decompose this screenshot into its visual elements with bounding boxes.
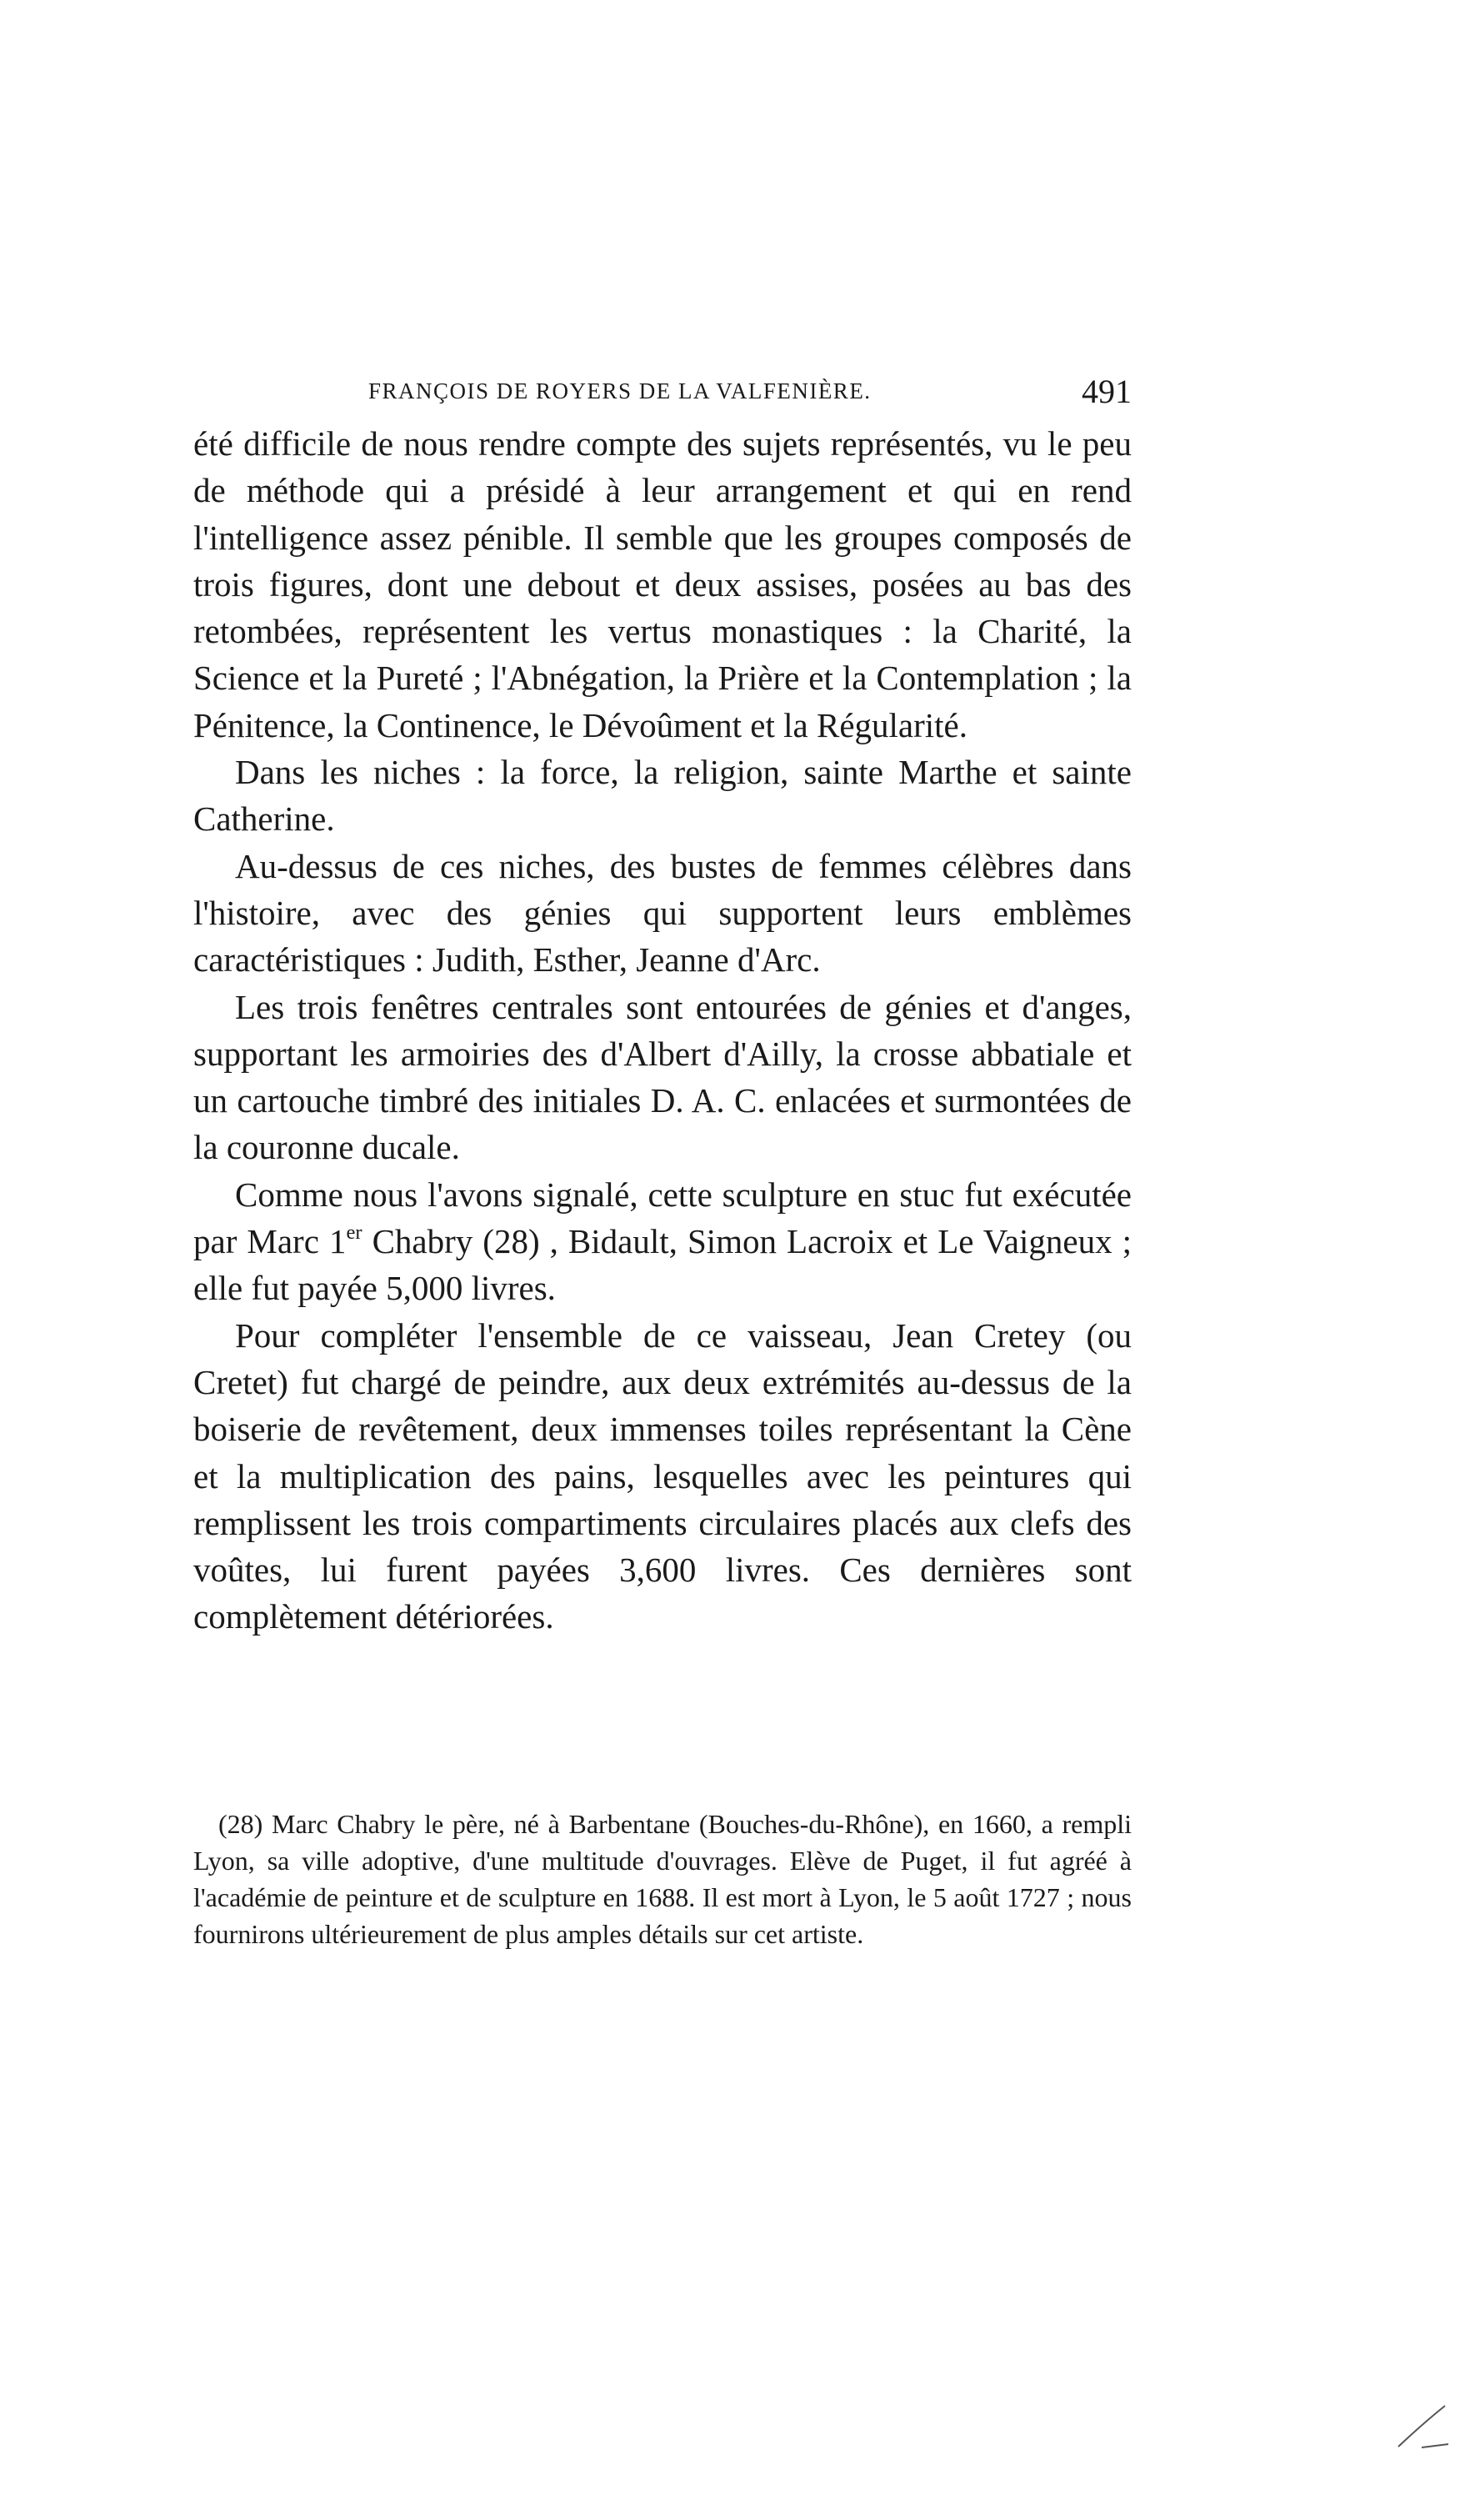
paragraph: Les trois fenêtres centrales sont entourées de génies et d'anges, supportant les armoiries des d'Albert d'Ailly, la crosse abbatiale et un cartouche timbré des initiales D. A. C. enlacées et surmontées de la couronne ducale. xyxy=(193,987,1132,1167)
paragraph xyxy=(193,1171,1132,1312)
main-text xyxy=(193,420,1132,1641)
paragraph-text: Comme nous l'avons signalé, cette sculpture en stuc fut exécutée par Marc 1 xyxy=(193,1175,1132,1261)
page-number: 491 xyxy=(1082,373,1132,410)
ordinal-superscript: er xyxy=(346,1220,362,1244)
paragraph-text: Chabry (28) , Bidault, Simon Lacroix et Le Vaigneux ; elle fut payée 5,000 livres. xyxy=(193,1222,1132,1308)
running-title: FRANÇOIS DE ROYERS DE LA VALFENIÈRE. xyxy=(368,378,872,403)
footnote: (28) Marc Chabry le père, né à Barbentane (Bouches-du-Rhône), en 1660, a rempli Lyon, sa ville adoptive, d'une multitude d'ouvrages. Elève de Puget, il fut agréé à l'académie de peinture et de sculpture en 1688. Il est mort à Lyon, le 5 août 1727 ; nous fournirons ultérieurement de plus amples détails sur cet artiste. xyxy=(193,1809,1132,1949)
paragraph: Au-dessus de ces niches, des bustes de femmes célèbres dans l'histoire, avec des génies qui supportent leurs emblèmes caractéristiques : Judith, Esther, Jeanne d'Arc. xyxy=(193,846,1132,979)
paragraph: Pour compléter l'ensemble de ce vaisseau, Jean Cretey (ou Cretet) fut chargé de peindre, aux deux extrémités au-dessus de la boiserie de revêtement, deux immenses toiles représentant la Cène et la multiplication des pains, lesquelles avec les peintures qui remplissent les trois compartiments circulaires placés aux clefs des voûtes, lui furent payées 3,600 livres. Ces dernières sont complètement détériorées. xyxy=(193,1315,1132,1636)
page-header xyxy=(193,372,1132,413)
paragraph: Dans les niches : la force, la religion, sainte Marthe et sainte Catherine. xyxy=(193,753,1132,839)
pencil-stroke xyxy=(1397,2401,1455,2451)
paragraph: été difficile de nous rendre compte des sujets représentés, vu le peu de méthode qui a présidé à leur arrangement et qui en rend l'intelligence assez pénible. Il semble que les groupes composés de trois figures, dont une debout et deux assises, posées au bas des retombées, représentent les vertus monastiques : la Charité, la Science et la Pureté ; l'Abnégation, la Prière et la Contemplation ; la Pénitence, la Continence, le Dévoûment et la Régularité. xyxy=(193,424,1132,744)
